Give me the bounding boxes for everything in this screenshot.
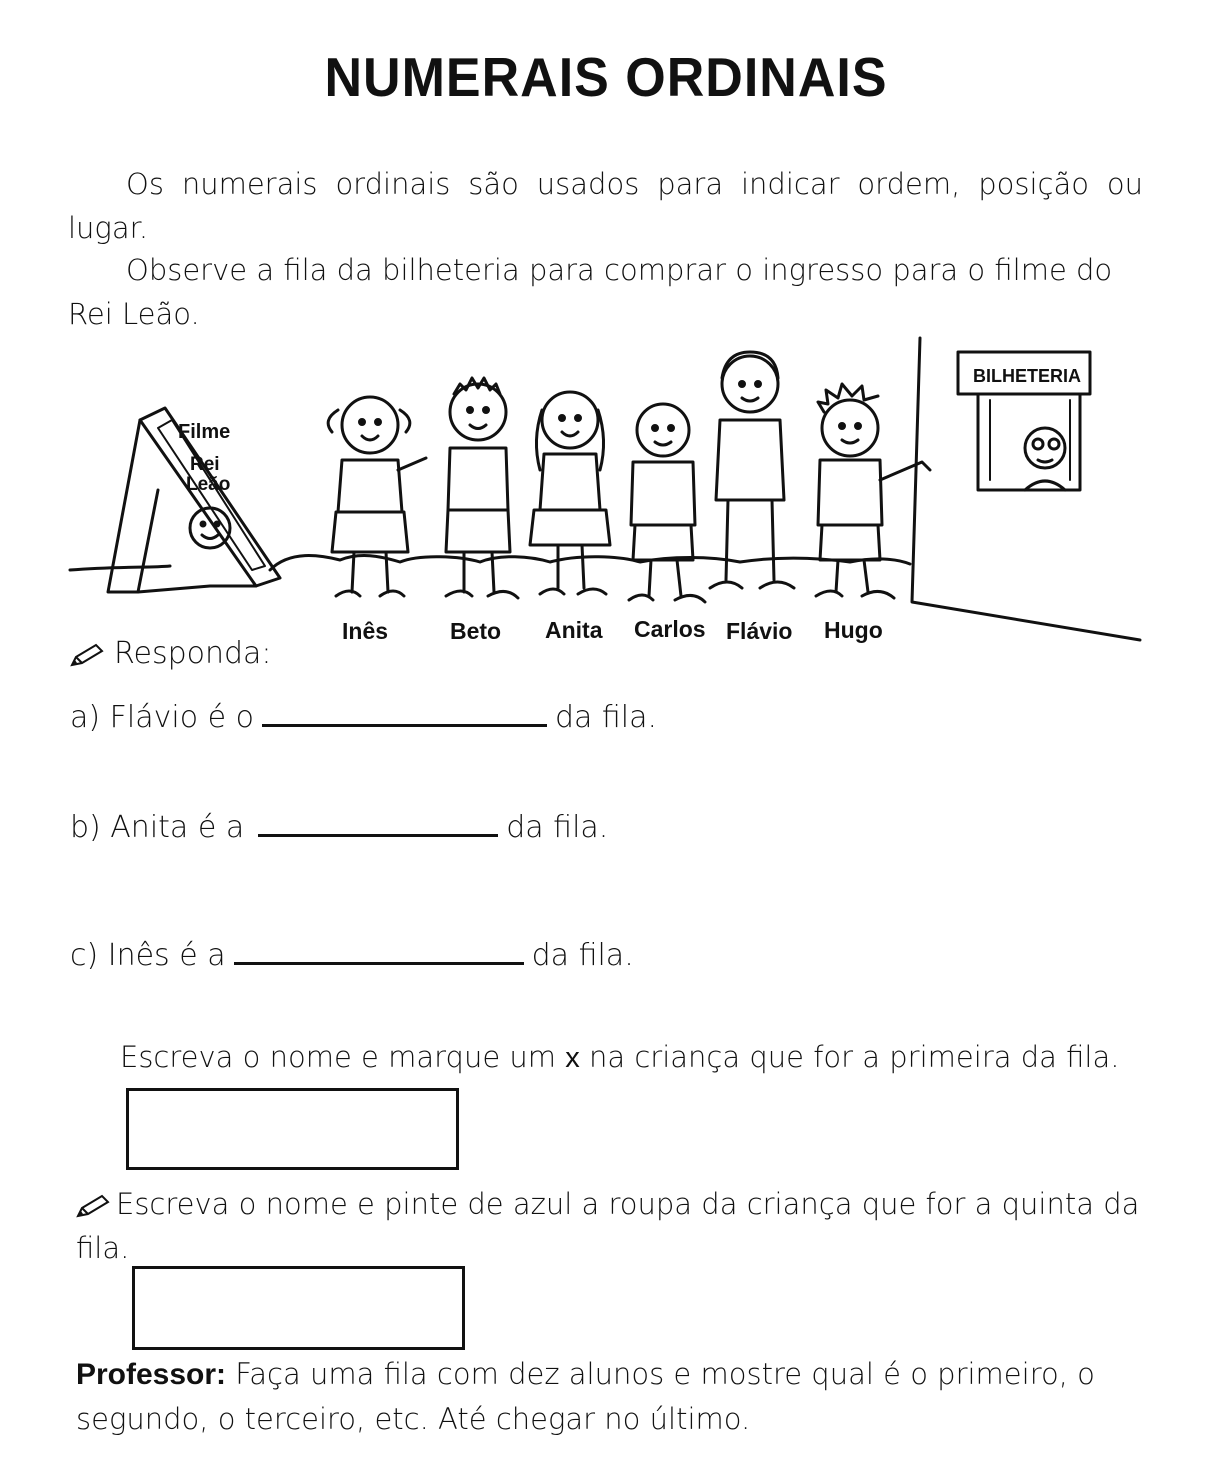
question-c bbox=[70, 938, 634, 973]
child-name-ines: Inês bbox=[342, 618, 389, 644]
child-name-anita: Anita bbox=[545, 617, 603, 643]
question-a bbox=[70, 700, 657, 735]
pencil-icon bbox=[76, 1194, 110, 1218]
question-b bbox=[70, 810, 608, 845]
sign-top-text: Filme bbox=[178, 421, 231, 443]
question-c-suffix: da fila. bbox=[531, 938, 634, 973]
question-a-suffix: da fila. bbox=[554, 700, 658, 735]
task1-before: Escreva o nome e marque um bbox=[120, 1040, 557, 1074]
task1-after: na criança que for a primeira da fila. bbox=[588, 1040, 1120, 1074]
question-b-text: b) Anita é a bbox=[70, 810, 245, 845]
task1-text bbox=[120, 1040, 1119, 1075]
sign-line2-text: Leão bbox=[186, 474, 231, 495]
answer-box-fifth[interactable] bbox=[132, 1266, 465, 1350]
page-title: NUMERAIS ORDINAIS bbox=[324, 47, 888, 109]
responda-label: Responda: bbox=[114, 636, 272, 671]
answer-b-blank[interactable] bbox=[258, 834, 498, 837]
intro-paragraph-2: Observe a fila da bilheteria para comprar o ingresso para o filme do Rei Leão. bbox=[68, 253, 1113, 331]
child-name-hugo: Hugo bbox=[824, 617, 883, 643]
professor-note bbox=[76, 1352, 1151, 1441]
task1-mark: x bbox=[565, 1042, 580, 1074]
question-c-text: c) Inês é a bbox=[70, 938, 226, 973]
intro-paragraph-1: Os numerais ordinais são usados para indicar ordem, posição ou lugar. bbox=[68, 167, 1143, 245]
answer-box-first[interactable] bbox=[126, 1088, 459, 1170]
question-a-text: a) Flávio é o bbox=[70, 700, 254, 735]
answer-a-blank[interactable] bbox=[262, 724, 547, 727]
pencil-icon bbox=[70, 643, 104, 667]
responda-heading bbox=[70, 636, 272, 671]
booth-label: BILHETERIA bbox=[973, 366, 1081, 386]
task2-label: Escreva o nome e pinte de azul a roupa da criança que for a quinta da fila. bbox=[76, 1187, 1140, 1265]
queue-illustration bbox=[60, 330, 1150, 650]
task2-text bbox=[76, 1182, 1151, 1270]
child-name-carlos: Carlos bbox=[634, 616, 706, 642]
answer-c-blank[interactable] bbox=[234, 962, 524, 965]
sign-line1-text: Rei bbox=[190, 454, 220, 475]
child-name-beto: Beto bbox=[450, 618, 502, 644]
question-b-suffix: da fila. bbox=[506, 810, 609, 845]
professor-text: Faça uma fila com dez alunos e mostre qual é o primeiro, o segundo, o terceiro, etc. Até chegar no último. bbox=[76, 1357, 1095, 1436]
child-name-flavio: Flávio bbox=[726, 618, 793, 644]
professor-label: Professor: bbox=[76, 1358, 227, 1391]
